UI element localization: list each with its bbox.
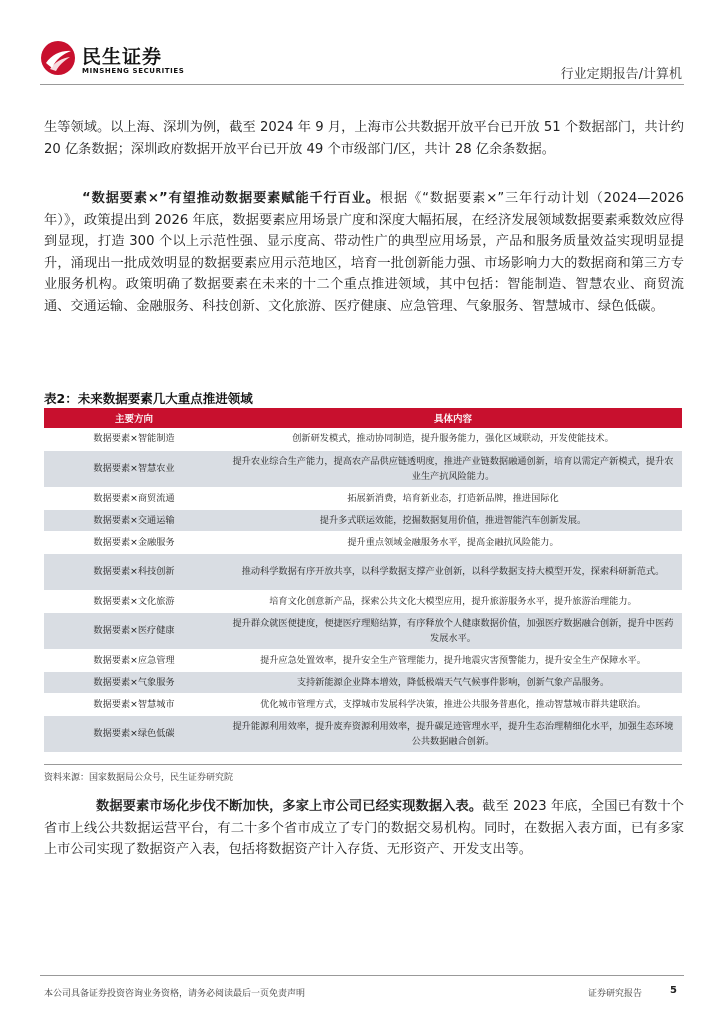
- table-cell-direction: 数据要素×文化旅游: [44, 590, 224, 612]
- table-cell-direction: 数据要素×气象服务: [44, 671, 224, 693]
- table-row: [44, 428, 682, 450]
- table-cell-direction: 数据要素×金融服务: [44, 531, 224, 553]
- table-row: [44, 671, 682, 693]
- paragraph-1: 生等领域。以上海、深圳为例，截至 2024 年 9 月，上海市公共数据开放平台已开放 51 个数据部门，共计约 20 亿条数据；深圳政府数据开放平台已开放 49 个市级部门/区，共计 28 亿余条数据。: [44, 120, 684, 157]
- table-cell-direction: 数据要素×绿色低碳: [44, 715, 224, 752]
- table-title: 表2：未来数据要素几大重点推进领域: [44, 391, 253, 406]
- table-cell-direction: 数据要素×应急管理: [44, 649, 224, 671]
- table-cell-direction: 数据要素×医疗健康: [44, 612, 224, 649]
- table-cell-content: 提升多式联运效能，挖掘数据复用价值，推进智能汽车创新发展。: [224, 509, 682, 531]
- table-row: [44, 693, 682, 715]
- table-cell-direction: 数据要素×智能制造: [44, 428, 224, 450]
- table-cell-direction: 数据要素×交通运输: [44, 509, 224, 531]
- paragraph-2: [44, 188, 684, 318]
- table-cell-direction: 数据要素×智慧农业: [44, 450, 224, 487]
- table-cell-content: 优化城市管理方式，支撑城市发展科学决策，推进公共服务普惠化，推动智慧城市群共建联治。: [224, 693, 682, 715]
- page-number: 5: [670, 985, 677, 996]
- brand-name-en: MINSHENG SECURITIES: [82, 67, 185, 75]
- table-cell-content: 提升农业综合生产能力，提高农产品供应链透明度，推进产业链数据融通创新，培育以需定产新模式，提升农业生产抗风险能力。: [224, 450, 682, 487]
- table-bottom-rule: [44, 764, 682, 765]
- table-cell-direction: 数据要素×智慧城市: [44, 693, 224, 715]
- footer-divider: [40, 975, 684, 976]
- table-cell-content: 拓展新消费，培育新业态，打造新品牌，推进国际化: [224, 487, 682, 509]
- footer-report-type: 证券研究报告: [588, 989, 643, 999]
- paragraph-3-lead: 数据要素市场化步伐不断加快，多家上市公司已经实现数据入表。: [96, 799, 483, 814]
- table-cell-content: 推动科学数据有序开放共享，以科学数据支撑产业创新，以科学数据支持大模型开发，探索科研新范式。: [224, 553, 682, 590]
- table-header-direction: 主要方向: [44, 408, 224, 428]
- table-row: [44, 487, 682, 509]
- focus-areas-table: [44, 408, 682, 753]
- table-cell-content: 培育文化创意新产品，探索公共文化大模型应用，提升旅游服务水平，提升旅游治理能力。: [224, 590, 682, 612]
- table-row: [44, 649, 682, 671]
- table-cell-content: 提升应急处置效率，提升安全生产管理能力，提升地震灾害预警能力，提升安全生产保障水平。: [224, 649, 682, 671]
- table-row: [44, 590, 682, 612]
- paragraph-2-lead: “数据要素×”有望推动数据要素赋能千行百业。: [82, 191, 380, 206]
- table-cell-direction: 数据要素×商贸流通: [44, 487, 224, 509]
- brand-name-cn: 民生证券: [82, 46, 163, 68]
- table-cell-content: 提升重点领域金融服务水平，提高金融抗风险能力。: [224, 531, 682, 553]
- table-row: [44, 450, 682, 487]
- table-cell-content: 提升能源利用效率，提升废弃资源利用效率，提升碳足迹管理水平，提升生态治理精细化水平，加强生态环境公共数据融合创新。: [224, 715, 682, 752]
- paragraph-2-body: 根据《“数据要素×”三年行动计划（2024—2026 年）》，政策提出到 2026 年底，数据要素应用场景广度和深度大幅拓展，在经济发展领域数据要素乘数效应得到显现，打造 300 个以上示范性强、显示度高、带动性广的典型应用场景，产品和服务质量效益实现明显提升，涌现出一批成效明显的数据要素应用示范地区，培育一批创新能力强、市场影响力大的数据商和第三方专业服务机构。政策明确了数据要素在未来的十二个重点推进领域，其中包括：智能制造、智慧农业、商贸流通、交通运输、金融服务、科技创新、文化旅游、医疗健康、应急管理、气象服务、智慧城市、绿色低碳。: [44, 191, 684, 314]
- table-row: [44, 715, 682, 752]
- table-cell-content: 创新研发模式，推动协同制造，提升服务能力，强化区域联动，开发使能技术。: [224, 428, 682, 450]
- table-source-note: 资料来源：国家数据局公众号，民生证券研究院: [44, 773, 234, 783]
- table-cell-content: 提升群众就医便捷度，便捷医疗理赔结算，有序释放个人健康数据价值，加强医疗数据融合创新，提升中医药发展水平。: [224, 612, 682, 649]
- table-header-content: 具体内容: [224, 408, 682, 428]
- table-row: [44, 509, 682, 531]
- document-type: 行业定期报告/计算机: [560, 67, 682, 82]
- header-divider: [40, 84, 684, 85]
- page-header: [0, 0, 724, 86]
- table-header-row: [44, 408, 682, 428]
- minsheng-logo-icon: [40, 40, 76, 76]
- table-row: [44, 553, 682, 590]
- footer-disclaimer: 本公司具备证券投资咨询业务资格，请务必阅读最后一页免责声明: [44, 989, 306, 999]
- table-row: [44, 612, 682, 649]
- paragraph-3-body: 截至 2023 年底，全国已有数十个省市上线公共数据运营平台，有二十多个省市成立了专门的数据交易机构。同时，在数据入表方面，已有多家上市公司实现了数据资产入表，包括将数据资产计入存货、无形资产、开发支出等。: [44, 799, 684, 858]
- table-cell-content: 支持新能源企业降本增效，降低极端天气气候事件影响，创新气象产品服务。: [224, 671, 682, 693]
- table-cell-direction: 数据要素×科技创新: [44, 553, 224, 590]
- table-row: [44, 531, 682, 553]
- paragraph-3: [44, 796, 684, 861]
